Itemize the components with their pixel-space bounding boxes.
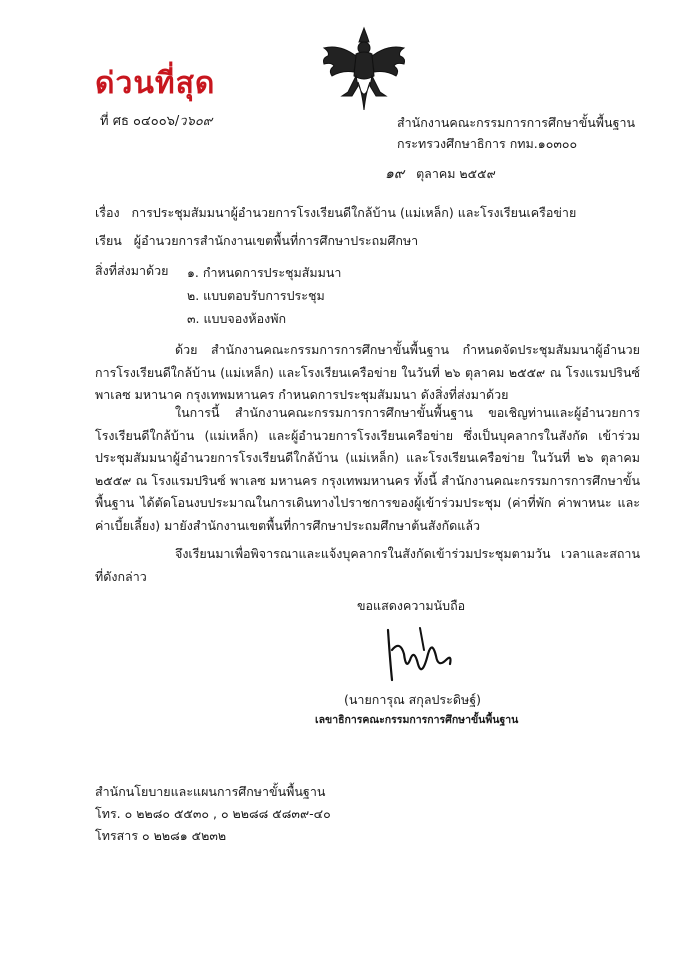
signer-name: (นายการุณ สกุลประดิษฐ์) <box>344 692 481 707</box>
date-day: ๑๙ <box>385 166 405 182</box>
agency-name: สำนักงานคณะกรรมการการศึกษาขั้นพื้นฐาน <box>397 115 636 130</box>
subject-label: เรื่อง <box>95 205 120 220</box>
urgency-stamp: ด่วนที่สุด <box>95 66 216 101</box>
issuing-agency <box>397 112 635 154</box>
letter-date <box>385 163 496 185</box>
enclosure-label: สิ่งที่ส่งมาด้วย <box>95 263 169 278</box>
footer-fax: โทรสาร ๐ ๒๒๘๑ ๕๒๓๒ <box>95 828 227 843</box>
recipient-text: ผู้อำนวยการสำนักงานเขตพื้นที่การศึกษาประถมศึกษา <box>133 233 419 248</box>
document-number-handwritten: ว๖๐๙ <box>179 114 213 129</box>
enclosure-list <box>187 261 341 330</box>
garuda-emblem-icon <box>318 26 410 114</box>
date-month-year: ตุลาคม ๒๕๕๙ <box>416 166 496 181</box>
body-paragraph-3: จึงเรียนมาเพื่อพิจารณาและแจ้งบุคลากรในสังกัดเข้าร่วมประชุมตามวัน เวลาและสถานที่ดังกล่าว <box>95 546 640 584</box>
recipient-line <box>95 231 418 251</box>
enclosure-item: ๒. แบบตอบรับการประชุม <box>187 288 325 303</box>
subject-text: การประชุมสัมมนาผู้อำนวยการโรงเรียนดีใกล้บ้าน (แม่เหล็ก) และโรงเรียนเครือข่าย <box>131 205 577 220</box>
document-number <box>100 110 212 131</box>
document-number-prefix: ที่ ศธ ๐๔๐๐๖/ <box>100 114 180 129</box>
subject-line <box>95 203 576 223</box>
signer-title: เลขาธิการคณะกรรมการการศึกษาขั้นพื้นฐาน <box>315 714 519 726</box>
recipient-label: เรียน <box>95 233 122 248</box>
body-paragraph-1: ด้วย สำนักงานคณะกรรมการการศึกษาขั้นพื้นฐาน กำหนดจัดประชุมสัมมนาผู้อำนวยการโรงเรียนดีใกล้บ้าน (แม่เหล็ก) และโรงเรียนเครือข่าย ในวันที่ ๒๖ ตุลาคม ๒๕๕๙ ณ โรงแรมปรินซ์ พาเลซ มหานาค กรุงเทพมหานคร กำหนดการประชุมสัมมนา ดังสิ่งที่ส่งมาด้วย <box>95 342 640 403</box>
enclosure-item: ๓. แบบจองห้องพัก <box>187 311 287 326</box>
footer-office: สำนักนโยบายและแผนการศึกษาขั้นพื้นฐาน <box>95 784 326 799</box>
signer-block <box>315 690 519 730</box>
body-paragraph-2: ในการนี้ สำนักงานคณะกรรมการการศึกษาขั้นพื้นฐาน ขอเชิญท่านและผู้อำนวยการโรงเรียนดีใกล้บ้าน (แม่เหล็ก) และผู้อำนวยการโรงเรียนเครือข่าย ซึ่งเป็นบุคลากรในสังกัด เข้าร่วมประชุมสัมมนาผู้อำนวยการโรงเรียนดีใกล้บ้าน (แม่เหล็ก) และโรงเรียนเครือข่าย ในวันที่ ๒๖ ตุลาคม ๒๕๕๙ ณ โรงแรมปรินซ์ พาเลซ มหานคร กรุงเทพมหานคร ทั้งนี้ สำนักงานคณะกรรมการการศึกษาขั้นพื้นฐาน ได้ตัดโอนงบประมาณในการเดินทางไปราชการของผู้เข้าร่วมประชุม (ค่าที่พัก ค่าพาหนะ และค่าเบี้ยเลี้ยง) มายังสำนักงานเขตพื้นที่การศึกษาประถมศึกษาต้นสังกัดแล้ว <box>95 405 640 533</box>
enclosure-item: ๑. กำหนดการประชุมสัมมนา <box>187 265 342 280</box>
closing-salutation: ขอแสดงความนับถือ <box>357 598 466 613</box>
agency-address: กระทรวงศึกษาธิการ กทม.๑๐๓๐๐ <box>397 136 578 151</box>
footer-contact <box>95 781 331 847</box>
footer-telephone: โทร. ๐ ๒๒๘๐ ๕๕๓๐ , ๐ ๒๒๘๘ ๕๘๓๙-๔๐ <box>95 806 331 821</box>
handwritten-signature <box>380 620 460 690</box>
